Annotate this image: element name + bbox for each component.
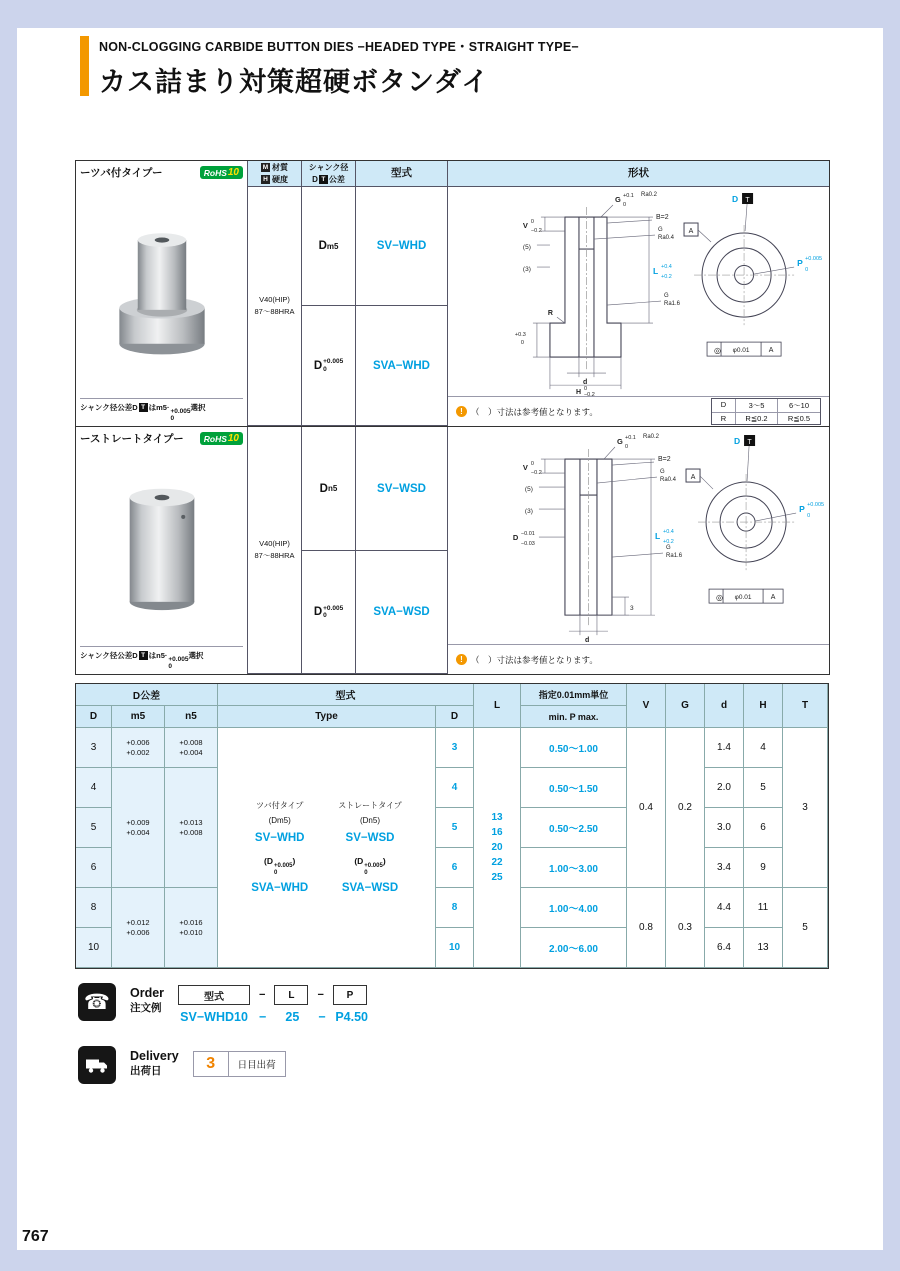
- order-example: [78, 983, 369, 1024]
- n5-tolerance: +0.016 +0.010: [165, 888, 218, 968]
- dim-v-sub: −0.2: [530, 228, 542, 235]
- col-header-model: 型式: [218, 684, 474, 706]
- t-tag-icon: T: [139, 403, 148, 412]
- dim-5: (5): [522, 244, 531, 252]
- dim-d-tol-sub: −0.03: [520, 541, 535, 548]
- headed-fit-text: (Dm5): [268, 816, 291, 826]
- headed-shank-caption: [80, 398, 243, 422]
- tolerance-lower: 0: [323, 612, 327, 619]
- p-range: 0.50〜2.50: [521, 808, 627, 848]
- n5-tolerance: +0.008 +0.004: [165, 728, 218, 768]
- rohs-text: RoHS: [203, 433, 227, 444]
- headed-type-row: [80, 165, 243, 180]
- material-value: V40(HIP): [259, 539, 290, 549]
- page-margin-left: [0, 0, 17, 1271]
- headed-photo-cell: [76, 161, 248, 426]
- col-header-h: H: [744, 684, 783, 728]
- tolerance-upper: +0.005: [170, 407, 191, 415]
- dim-h-sup: 0: [583, 386, 588, 393]
- tolerance-d: D: [313, 359, 323, 372]
- tolerance-note: (D +0.005 0 ): [354, 856, 386, 876]
- reference-note: [456, 406, 598, 418]
- l-value: 22: [491, 857, 503, 868]
- col-header-shank: [302, 161, 356, 187]
- label-p-sub: 0: [807, 513, 811, 520]
- shank-t-icon: T: [319, 175, 328, 184]
- h-value: 5: [744, 768, 783, 808]
- page-margin-right: [883, 0, 900, 1271]
- headed-die-drawing: [448, 187, 829, 396]
- hardness-header-text: 硬度: [272, 174, 288, 184]
- straight-type-section: [75, 427, 830, 675]
- headed-type-text: ツバ付タイプ: [255, 800, 304, 810]
- mini-cell: 6〜10: [778, 399, 820, 413]
- fcf-symbol: ◎: [716, 593, 724, 603]
- order-labels: [130, 983, 164, 1015]
- title-group: [99, 36, 579, 99]
- mini-cell: R: [712, 413, 736, 424]
- d-value-blue: 10: [436, 928, 474, 968]
- model-sv-whd: SV−WHD: [356, 187, 448, 306]
- dim-v-sup: 0: [530, 461, 534, 468]
- mini-cell: R≦0.5: [778, 413, 820, 424]
- dim-g2: G: [658, 227, 663, 234]
- dim-g: G: [616, 437, 623, 447]
- d-value: 4: [76, 768, 112, 808]
- m5-tolerance: +0.012 +0.006: [112, 888, 165, 968]
- dim-g-sup: +0.1: [624, 435, 636, 442]
- order-dash: −: [259, 989, 266, 1001]
- example-l: 25: [285, 1010, 300, 1024]
- straight-type-row: [80, 431, 243, 446]
- headed-tolerance-plus: [302, 306, 356, 426]
- col-header-m5: m5: [112, 706, 165, 728]
- label-p: P: [799, 504, 805, 515]
- d-small-value: 6.4: [705, 928, 744, 968]
- dim-h: H: [575, 389, 582, 397]
- straight-fit-text: (Dn5): [359, 816, 380, 826]
- fcf-symbol: ◎: [714, 346, 722, 356]
- col-header-d: D: [76, 706, 112, 728]
- col-header-model: 型式: [356, 161, 448, 187]
- alert-icon: !: [456, 654, 467, 665]
- rohs-number: 10: [227, 167, 239, 178]
- delivery-label-jp: 出荷日: [130, 1064, 162, 1077]
- l-value: 25: [491, 872, 503, 883]
- l-value: 13: [491, 812, 503, 823]
- headed-die-photo: [80, 180, 243, 398]
- dim-l-sub: +0.2: [663, 539, 674, 546]
- hardness-tag-icon: H: [261, 175, 270, 184]
- mini-cell: R≦0.2: [736, 413, 778, 424]
- order-format: [178, 983, 369, 1024]
- col-header-n5: n5: [165, 706, 218, 728]
- roughness-ra02: Ra0.2: [641, 192, 658, 199]
- tolerance-upper: +0.005: [323, 358, 344, 366]
- headed-type-section: [75, 160, 830, 427]
- d-value-blue: 5: [436, 808, 474, 848]
- col-header-min-p-max: min. P max.: [521, 706, 627, 728]
- v-value: 0.8: [627, 888, 666, 968]
- l-values-cell: [474, 728, 521, 968]
- dim-b: B=2: [656, 214, 669, 222]
- shank-suffix: 公差: [328, 174, 345, 184]
- d-value-blue: 6: [436, 848, 474, 888]
- m5-tolerance: +0.006 +0.002: [112, 728, 165, 768]
- dim-d-tol-sup: −0.01: [520, 531, 535, 538]
- headed-material-cell: [248, 187, 302, 426]
- dim-b: B=2: [658, 456, 671, 464]
- g-value: 0.3: [666, 888, 705, 968]
- order-label-en: Order: [130, 986, 165, 1000]
- dim-r: R: [547, 310, 554, 318]
- caption-text: 選択: [188, 650, 204, 660]
- d-value-blue: 4: [436, 768, 474, 808]
- tolerance-note: (D +0.005 0 ): [264, 856, 296, 876]
- tolerance-lower: 0: [323, 365, 327, 373]
- order-box-l: L: [274, 985, 308, 1005]
- col-header-t: T: [783, 684, 828, 728]
- label-p-sup: +0.005: [805, 256, 823, 263]
- t-value: 5: [783, 888, 828, 968]
- shank-header-line1: シャンク径: [308, 163, 349, 173]
- dim-l: L: [653, 266, 659, 277]
- roughness-ra16: Ra1.6: [664, 301, 681, 308]
- page-number: 767: [22, 1228, 49, 1245]
- order-example-values: [178, 1010, 369, 1024]
- model-sva-wsd: SVA−WSD: [341, 882, 399, 895]
- flange-tol-sub: 0: [520, 340, 524, 347]
- straight-photo-cell: [76, 427, 248, 674]
- delivery-labels: [130, 1046, 179, 1078]
- d-small-value: 1.4: [705, 728, 744, 768]
- col-header-type: Type: [218, 706, 436, 728]
- spec-table: [75, 160, 830, 675]
- dim-g-sub: 0: [622, 202, 627, 209]
- example-dash: −: [259, 1010, 267, 1024]
- mini-cell: 3〜5: [736, 399, 778, 413]
- dim-v-sub: −0.2: [530, 470, 542, 477]
- h-value: 9: [744, 848, 783, 888]
- d-value: 10: [76, 928, 112, 968]
- tolerance-lower: 0: [170, 414, 175, 422]
- col-header-d-tolerance: D公差: [76, 684, 218, 706]
- model-sv-whd: SV−WHD: [254, 832, 305, 844]
- d-value-blue: 3: [436, 728, 474, 768]
- dim-l-sup: +0.4: [663, 529, 674, 536]
- tolerance-upper: +0.005: [323, 604, 344, 612]
- roughness-ra04: Ra0.4: [660, 477, 677, 484]
- page-margin-top: [0, 0, 900, 28]
- tolerance-lower: 0: [168, 662, 172, 670]
- order-format-boxes: [178, 985, 369, 1005]
- straight-note-row: [448, 644, 829, 674]
- roughness-ra04: Ra0.4: [658, 235, 675, 242]
- fcf-datum: A: [770, 594, 776, 602]
- label-p-sup: +0.005: [807, 502, 825, 509]
- col-header-v: V: [627, 684, 666, 728]
- d-small-value: 2.0: [705, 768, 744, 808]
- headed-model-column: [251, 801, 308, 894]
- h-value: 13: [744, 928, 783, 968]
- caption-text: 選択: [190, 402, 206, 412]
- d-small-value: 4.4: [705, 888, 744, 928]
- dim-d: d: [582, 379, 588, 387]
- fcf-value: φ0.01: [732, 347, 750, 355]
- dim-v-sup: 0: [530, 219, 534, 226]
- label-p: P: [797, 258, 803, 269]
- datum-a: A: [690, 474, 696, 482]
- col-header-material: [248, 161, 302, 187]
- dim-g3: G: [664, 293, 669, 300]
- tolerance-d: D: [318, 240, 327, 252]
- straight-tolerance-n5: [302, 427, 356, 551]
- order-box-p: P: [333, 985, 367, 1005]
- note-text: （ ）寸法は参考値となります。: [471, 406, 598, 417]
- shank-d: D: [312, 174, 318, 184]
- phone-icon: ☎: [78, 983, 116, 1021]
- hardness-value: 87〜88HRA: [254, 307, 295, 316]
- d-small-value: 3.0: [705, 808, 744, 848]
- h-value: 6: [744, 808, 783, 848]
- page-header: [80, 36, 579, 99]
- page-title: カス詰まり対策超硬ボタンダイ: [99, 67, 490, 97]
- delivery-label-en: Delivery: [130, 1049, 179, 1063]
- example-model: SV−WHD10: [180, 1010, 248, 1024]
- dim-g-sup: +0.1: [622, 193, 634, 200]
- truck-icon: [78, 1046, 116, 1084]
- headed-shape-cell: [448, 187, 829, 426]
- label-d: D: [734, 436, 741, 447]
- tolerance-d: D: [313, 606, 323, 618]
- t-value: 3: [783, 728, 828, 888]
- dim-g: G: [614, 195, 621, 205]
- material-value: V40(HIP): [259, 295, 290, 305]
- label-p-sub: 0: [805, 267, 809, 274]
- dim-v: V: [522, 463, 528, 473]
- tolerance-fit: n5: [327, 484, 338, 493]
- d-small-value: 3.4: [705, 848, 744, 888]
- rohs-text: RoHS: [203, 167, 227, 178]
- model-sv-wsd: SV−WSD: [345, 832, 395, 844]
- tolerance-d: D: [319, 482, 328, 495]
- p-range: 0.50〜1.00: [521, 728, 627, 768]
- col-header-shape: 形状: [448, 161, 829, 187]
- straight-shank-caption: [80, 646, 243, 670]
- dim-l: L: [655, 531, 661, 542]
- straight-model-column: [338, 801, 402, 894]
- t-tag-icon: T: [139, 651, 148, 660]
- tolerance-fit: m5: [326, 241, 339, 251]
- dim-g3: G: [666, 545, 671, 552]
- alert-icon: !: [456, 406, 467, 417]
- label-d: D: [732, 194, 739, 205]
- h-value: 4: [744, 728, 783, 768]
- delivery-info: [78, 1046, 286, 1084]
- note-text: （ ）寸法は参考値となります。: [471, 654, 598, 665]
- l-value: 16: [491, 827, 503, 838]
- dim-l-sub: +0.2: [661, 274, 672, 281]
- d-value: 5: [76, 808, 112, 848]
- straight-tolerance-plus: [302, 551, 356, 674]
- straight-die-photo: [80, 446, 243, 646]
- t-tag-icon: T: [745, 197, 750, 205]
- dim-3mm: 3: [629, 605, 634, 613]
- title-english: NON-CLOGGING CARBIDE BUTTON DIES −HEADED TYPE・STRAIGHT TYPE−: [99, 40, 579, 54]
- model-sva-wsd: SVA−WSD: [356, 551, 448, 674]
- l-value: 20: [491, 842, 503, 853]
- fcf-value: φ0.01: [734, 594, 752, 602]
- roughness-ra02: Ra0.2: [643, 434, 660, 441]
- straight-die-drawing: [448, 427, 829, 644]
- rohs-badge: [200, 432, 243, 445]
- flange-tol-sup: +0.3: [514, 332, 526, 339]
- fcf-datum: A: [768, 347, 774, 355]
- tolerance-upper: +0.005: [168, 655, 189, 663]
- m5-tolerance: +0.009 +0.004: [112, 768, 165, 888]
- dim-l-sup: +0.4: [661, 264, 672, 271]
- p-range: 1.00〜3.00: [521, 848, 627, 888]
- model-sva-whd: SVA−WHD: [251, 882, 309, 895]
- rohs-number: 10: [227, 433, 239, 444]
- dim-g-sub: 0: [624, 444, 629, 451]
- col-header-d-blue: D: [436, 706, 474, 728]
- h-value: 11: [744, 888, 783, 928]
- dim-v: V: [522, 221, 528, 231]
- order-label-jp: 注文例: [130, 1001, 162, 1014]
- p-range: 2.00〜6.00: [521, 928, 627, 968]
- example-p: P4.50: [335, 1010, 368, 1024]
- roughness-ra16: Ra1.6: [666, 553, 683, 560]
- caption-text: シャンク径公差D: [80, 402, 138, 412]
- d-value: 8: [76, 888, 112, 928]
- dim-g2: G: [660, 469, 665, 476]
- straight-material-cell: [248, 427, 302, 674]
- model-sv-wsd: SV−WSD: [356, 427, 448, 551]
- col-header-d-small: d: [705, 684, 744, 728]
- straight-shape-cell: [448, 427, 829, 674]
- dim-h-sub: −0.2: [583, 392, 595, 397]
- delivery-days-suffix: 日目出荷: [229, 1051, 286, 1077]
- p-range: 1.00〜4.00: [521, 888, 627, 928]
- hardness-value: 87〜88HRA: [254, 551, 295, 560]
- order-box-model: 型式: [178, 985, 250, 1005]
- material-tag-icon: M: [262, 164, 269, 172]
- material-header-text: 材質: [272, 163, 288, 173]
- dim-3: (3): [524, 508, 533, 516]
- d-r-mini-table: [711, 398, 821, 425]
- headed-type-label: ーツバ付タイプー: [80, 167, 163, 179]
- example-dash: −: [318, 1010, 326, 1024]
- order-dash: −: [317, 989, 324, 1001]
- headed-tolerance-m5: [302, 187, 356, 306]
- dim-d-tol: D: [512, 533, 519, 543]
- headed-note-row: [448, 396, 829, 426]
- datum-a: A: [688, 228, 694, 236]
- t-tag-icon: T: [747, 439, 752, 447]
- col-header-g: G: [666, 684, 705, 728]
- d-value: 6: [76, 848, 112, 888]
- d-value-blue: 8: [436, 888, 474, 928]
- p-range: 0.50〜1.50: [521, 768, 627, 808]
- caption-text: はn5·: [148, 650, 168, 660]
- model-sva-whd: SVA−WHD: [356, 306, 448, 426]
- delivery-days: [193, 1046, 286, 1077]
- size-table: [75, 683, 829, 969]
- col-header-p-spec: 指定0.01mm単位: [521, 684, 627, 706]
- caption-text: シャンク径公差D: [80, 650, 138, 660]
- col-header-l: L: [474, 684, 521, 728]
- delivery-days-number: 3: [193, 1051, 229, 1077]
- page-margin-bottom: [0, 1250, 900, 1271]
- caption-text: はm5·: [148, 402, 170, 412]
- straight-type-text: ストレートタイプ: [338, 800, 402, 810]
- n5-tolerance: +0.013 +0.008: [165, 768, 218, 888]
- rohs-badge: [200, 166, 243, 179]
- v-value: 0.4: [627, 728, 666, 888]
- reference-note: [456, 654, 598, 666]
- mini-cell: D: [712, 399, 736, 413]
- dim-5: (5): [524, 486, 533, 494]
- type-model-cell: [218, 728, 436, 968]
- dim-d: d: [584, 637, 590, 645]
- g-value: 0.2: [666, 728, 705, 888]
- dim-3: (3): [522, 266, 531, 274]
- orange-accent-bar: [80, 36, 89, 96]
- d-value: 3: [76, 728, 112, 768]
- straight-type-label: ーストレートタイプー: [80, 433, 184, 445]
